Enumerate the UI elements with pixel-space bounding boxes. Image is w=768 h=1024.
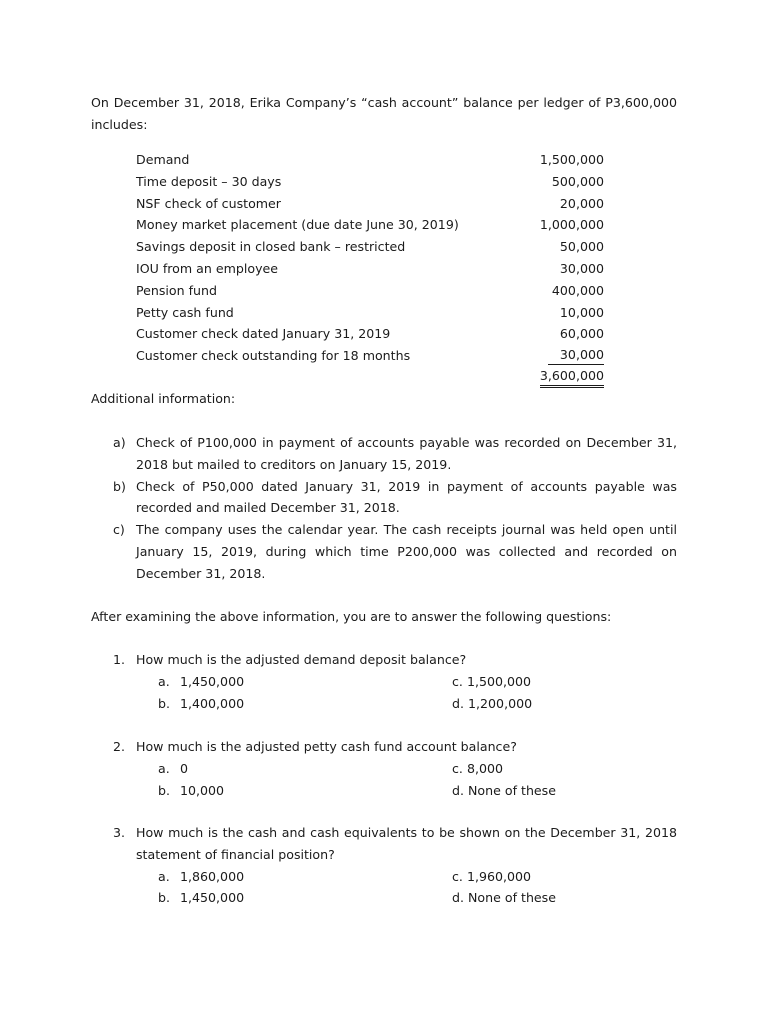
question-text: How much is the cash and cash equivalents to be shown on the December 31, 2018 statement of financial position? bbox=[136, 825, 677, 862]
answer-options bbox=[113, 758, 677, 802]
ledger-label: NSF check of customer bbox=[136, 195, 281, 211]
item-text: Check of P100,000 in payment of accounts payable was recorded on December 31, 2018 but mailed to creditors on January 15, 2019. bbox=[136, 435, 677, 472]
option-d[interactable]: d. None of these bbox=[452, 782, 556, 798]
item-marker: c) bbox=[113, 522, 125, 538]
option-c[interactable]: c. 8,000 bbox=[452, 760, 504, 776]
ledger-row bbox=[136, 258, 604, 280]
additional-info-item bbox=[113, 476, 677, 520]
intro-line-1: On December 31, 2018, Erika Company’s “cash account” balance per ledger of P3,600,000 bbox=[91, 95, 677, 110]
intro-paragraph bbox=[91, 92, 677, 136]
ledger-total-row bbox=[136, 367, 604, 389]
question-stem bbox=[113, 649, 677, 671]
additional-info-item bbox=[113, 519, 677, 584]
option-c[interactable]: c. 1,500,000 bbox=[452, 673, 532, 689]
ledger-amount: 30,000 bbox=[559, 260, 604, 276]
option-a[interactable]: a. 1,450,000 bbox=[158, 673, 245, 689]
ledger-label: Money market placement (due date June 30, 2019) bbox=[136, 217, 459, 233]
ledger-label: Customer check outstanding for 18 months bbox=[136, 348, 411, 364]
additional-info-item bbox=[113, 432, 677, 476]
ledger-amount: 10,000 bbox=[559, 304, 604, 320]
option-b[interactable]: b. 1,400,000 bbox=[158, 695, 245, 711]
ledger-amount: 50,000 bbox=[559, 239, 604, 255]
question bbox=[113, 822, 677, 909]
item-marker: a) bbox=[113, 435, 126, 450]
question-stem bbox=[113, 736, 677, 758]
ledger-label: Customer check dated January 31, 2019 bbox=[136, 326, 391, 342]
item-text: The company uses the calendar year. The cash receipts journal was held open until January 15, 2019, during which time P200,000 was collected and recorded on December 31, 2018. bbox=[136, 522, 677, 581]
ledger-label: Savings deposit in closed bank – restricted bbox=[136, 239, 406, 255]
ledger-amount: 400,000 bbox=[551, 282, 604, 298]
question bbox=[113, 649, 677, 714]
ledger-amount: 20,000 bbox=[559, 195, 604, 211]
question-text: How much is the adjusted petty cash fund account balance? bbox=[136, 739, 517, 754]
question-text: How much is the adjusted demand deposit balance? bbox=[136, 652, 467, 667]
option-d[interactable]: d. 1,200,000 bbox=[452, 695, 533, 711]
ledger-total: 3,600,000 bbox=[540, 367, 604, 388]
ledger-row bbox=[136, 345, 604, 367]
answer-options bbox=[113, 671, 677, 715]
option-d[interactable]: d. None of these bbox=[452, 890, 556, 906]
item-text: Check of P50,000 dated January 31, 2019 in payment of accounts payable was recorded and mailed December 31, 2018. bbox=[136, 478, 677, 516]
ledger-row bbox=[136, 323, 604, 345]
intro-line-2: includes: bbox=[91, 116, 148, 132]
ledger-row bbox=[136, 236, 604, 258]
question-stem bbox=[113, 822, 677, 866]
additional-info-heading: Additional information: bbox=[91, 391, 236, 406]
ledger-amount: 1,000,000 bbox=[539, 217, 604, 233]
ledger-row bbox=[136, 302, 604, 324]
answer-options bbox=[113, 866, 677, 910]
ledger-row bbox=[136, 149, 604, 171]
option-c[interactable]: c. 1,960,000 bbox=[452, 868, 532, 884]
option-a[interactable]: a. 0 bbox=[158, 760, 189, 776]
ledger-label: Pension fund bbox=[136, 282, 218, 298]
ledger-label: Petty cash fund bbox=[136, 304, 234, 320]
option-b[interactable]: b. 1,450,000 bbox=[158, 890, 245, 906]
question bbox=[113, 736, 677, 801]
question-number: 1. bbox=[113, 652, 126, 667]
item-marker: b) bbox=[113, 478, 126, 494]
ledger-label: Demand bbox=[136, 152, 190, 167]
ledger-amount: 1,500,000 bbox=[539, 152, 604, 167]
option-a[interactable]: a. 1,860,000 bbox=[158, 868, 245, 884]
question-number: 3. bbox=[113, 825, 126, 840]
ledger-amount: 60,000 bbox=[559, 326, 604, 342]
ledger-row bbox=[136, 280, 604, 302]
instructions: After examining the above information, you are to answer the following questions: bbox=[91, 609, 612, 624]
additional-info-list bbox=[113, 432, 677, 585]
option-b[interactable]: b. 10,000 bbox=[158, 782, 225, 798]
ledger-breakdown bbox=[136, 149, 604, 389]
question-number: 2. bbox=[113, 739, 126, 754]
ledger-row bbox=[136, 193, 604, 215]
ledger-label: Time deposit – 30 days bbox=[136, 173, 282, 189]
ledger-row bbox=[136, 214, 604, 236]
ledger-amount: 30,000 bbox=[548, 345, 604, 365]
ledger-label: IOU from an employee bbox=[136, 260, 279, 276]
ledger-row bbox=[136, 171, 604, 193]
ledger-amount: 500,000 bbox=[551, 173, 604, 189]
